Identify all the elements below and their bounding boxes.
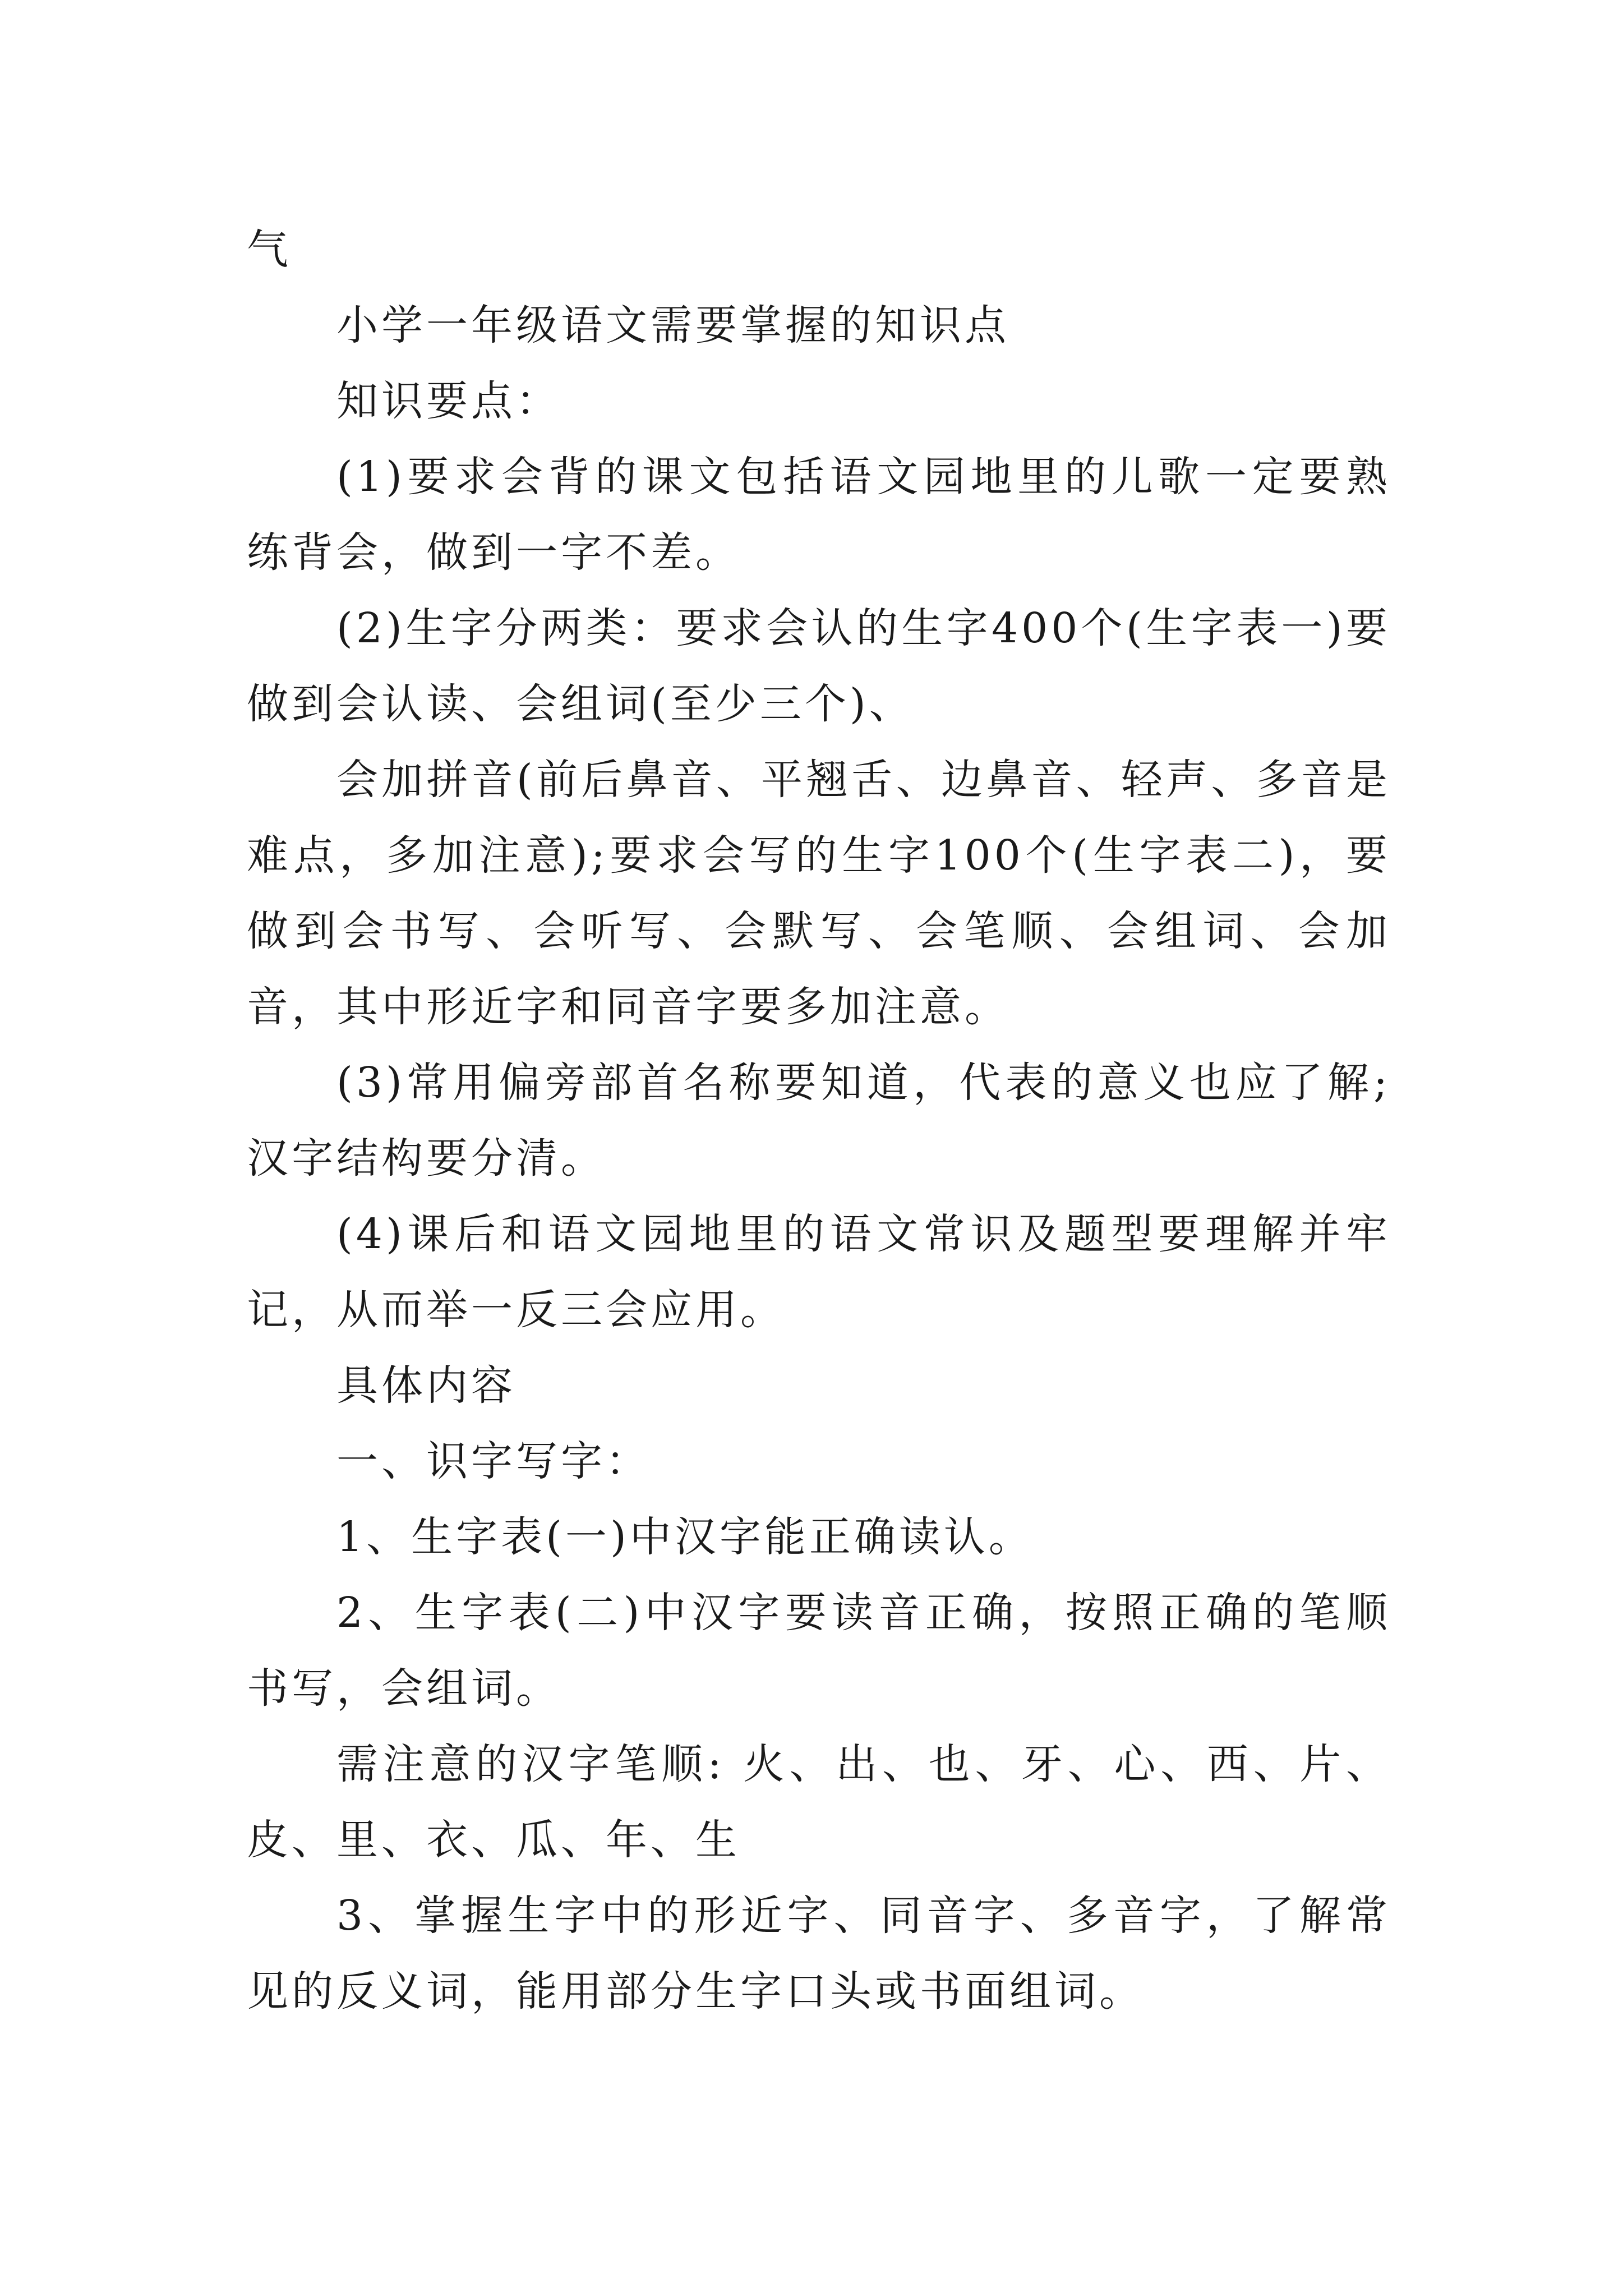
heading-knowledge-points: 知识要点： — [336, 377, 561, 425]
heading-specific-content: 具体内容 — [336, 1361, 516, 1410]
paragraph-point-3: (3)常用偏旁部首名称要知道，代表的意义也应了解;汉字结构要分清。 — [247, 1059, 1391, 1182]
heading-literacy-writing: 一、识字写字： — [336, 1437, 651, 1485]
paragraph-point-4: (4)课后和语文园地里的语文常识及题型要理解并牢记，从而举一反三会应用。 — [247, 1210, 1391, 1334]
paragraph-fragment: 气 — [247, 226, 292, 274]
paragraph-item-1: 1、生字表(一)中汉字能正确读认。 — [336, 1513, 1034, 1561]
paragraph-item-2: 2、生字表(二)中汉字要读音正确，按照正确的笔顺书写，会组词。 — [247, 1589, 1391, 1713]
document-body — [247, 212, 1391, 2030]
paragraph-stroke-order: 需注意的汉字笔顺: 火、出、也、牙、心、西、片、皮、里、衣、瓜、年、生 — [247, 1740, 1391, 1864]
paragraph-point-1: (1)要求会背的课文包括语文园地里的儿歌一定要熟练背会，做到一字不差。 — [247, 453, 1391, 577]
paragraph-item-3: 3、掌握生字中的形近字、同音字、多音字，了解常见的反义词，能用部分生字口头或书面组词。 — [247, 1892, 1391, 2016]
section-title: 小学一年级语文需要掌握的知识点 — [336, 301, 1009, 349]
paragraph-point-2: (2)生字分两类：要求会认的生字400个(生字表一)要做到会认读、会组词(至少三个)、 — [247, 604, 1391, 728]
paragraph-point-2-continued: 会加拼音(前后鼻音、平翘舌、边鼻音、轻声、多音是难点，多加注意);要求会写的生字100个(生字表二)，要做到会书写、会听写、会默写、会笔顺、会组词、会加音，其中形近字和同音字要多加注意。 — [247, 756, 1391, 1031]
